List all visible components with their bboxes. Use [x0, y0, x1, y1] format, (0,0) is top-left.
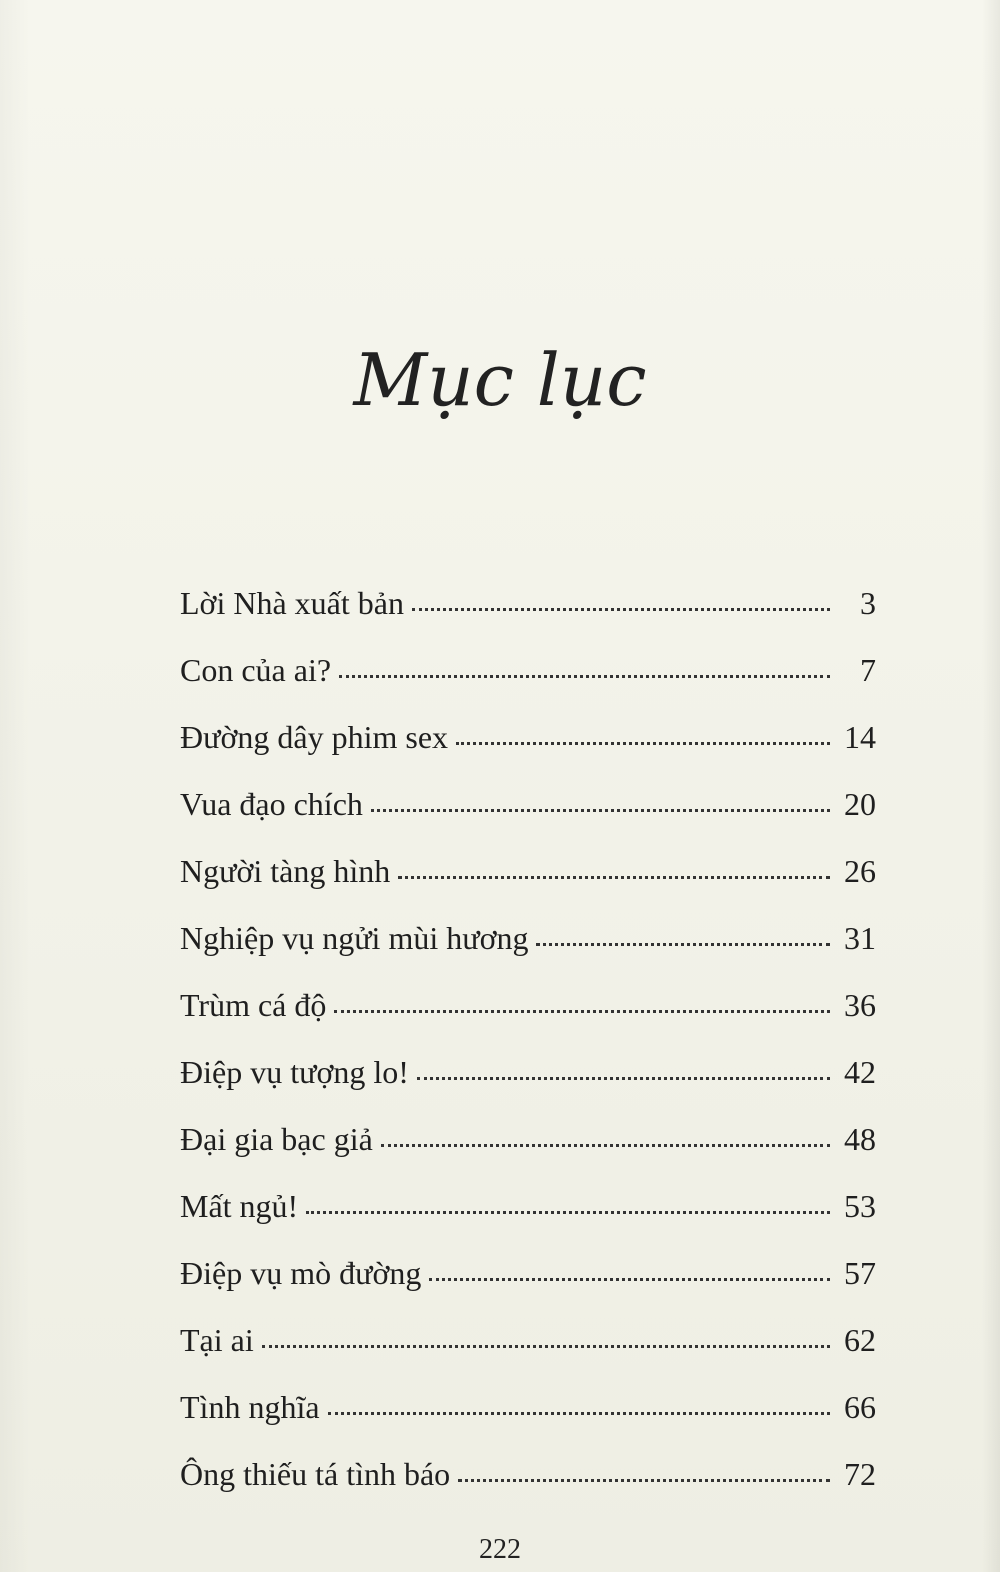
dot-leader — [371, 809, 830, 812]
toc-entry — [180, 1021, 876, 1088]
toc-entry — [180, 1155, 876, 1222]
toc-entry-page: 53 — [844, 1188, 876, 1224]
toc-entry — [180, 1289, 876, 1356]
toc-entry-title: Lời Nhà xuất bản — [180, 585, 404, 621]
toc-entry-title: Mất ngủ! — [180, 1188, 299, 1224]
toc-entry-page: 14 — [844, 719, 876, 755]
toc-entry-title: Điệp vụ mò đường — [180, 1255, 422, 1291]
toc-entry — [180, 1356, 876, 1423]
dot-leader — [328, 1412, 830, 1415]
dot-leader — [417, 1077, 830, 1080]
dot-leader — [339, 675, 830, 678]
toc-entry — [180, 619, 876, 686]
dot-leader — [429, 1278, 830, 1281]
toc-entry — [180, 552, 876, 619]
toc-entry-page: 36 — [844, 987, 876, 1023]
toc-entry-page: 7 — [860, 652, 876, 688]
toc-entry — [180, 1423, 876, 1490]
toc-entry-page: 72 — [844, 1456, 876, 1492]
toc-entry-title: Trùm cá độ — [180, 987, 327, 1023]
toc-entry-page: 26 — [844, 853, 876, 889]
dot-leader — [306, 1211, 830, 1214]
toc-entry-title: Vua đạo chích — [180, 786, 363, 822]
toc-entry — [180, 887, 876, 954]
toc-entry-title: Điệp vụ tượng lo! — [180, 1054, 409, 1090]
table-of-contents — [180, 552, 876, 1490]
toc-entry-page: 66 — [844, 1389, 876, 1425]
toc-entry-page: 57 — [844, 1255, 876, 1291]
toc-entry-page: 31 — [844, 920, 876, 956]
dot-leader — [381, 1144, 830, 1147]
toc-entry-title: Con của ai? — [180, 652, 332, 688]
dot-leader — [458, 1479, 830, 1482]
toc-entry-title: Nghiệp vụ ngửi mùi hương — [180, 920, 529, 956]
dot-leader — [412, 608, 830, 611]
toc-entry — [180, 954, 876, 1021]
toc-entry-page: 3 — [860, 585, 876, 621]
toc-entry-title: Ông thiếu tá tình báo — [180, 1456, 451, 1492]
toc-entry — [180, 686, 876, 753]
toc-entry-title: Đại gia bạc giả — [180, 1121, 373, 1157]
toc-entry — [180, 753, 876, 820]
toc-entry-title: Đường dây phim sex — [180, 719, 449, 755]
toc-entry-title: Tại ai — [180, 1322, 254, 1358]
toc-entry — [180, 1222, 876, 1289]
dot-leader — [456, 742, 830, 745]
dot-leader — [536, 943, 830, 946]
toc-entry-page: 42 — [844, 1054, 876, 1090]
toc-entry — [180, 820, 876, 887]
toc-entry-page: 62 — [844, 1322, 876, 1358]
toc-entry-page: 20 — [844, 786, 876, 822]
toc-entry — [180, 1088, 876, 1155]
dot-leader — [262, 1345, 830, 1348]
dot-leader — [398, 876, 830, 879]
toc-entry-title: Tình nghĩa — [180, 1389, 320, 1425]
toc-entry-page: 48 — [844, 1121, 876, 1157]
toc-entry-title: Người tàng hình — [180, 853, 391, 889]
page-edge-shadow — [982, 0, 1000, 1572]
page-number: 222 — [479, 1534, 521, 1565]
dot-leader — [334, 1010, 830, 1013]
page-title: Mục lục — [353, 338, 647, 422]
